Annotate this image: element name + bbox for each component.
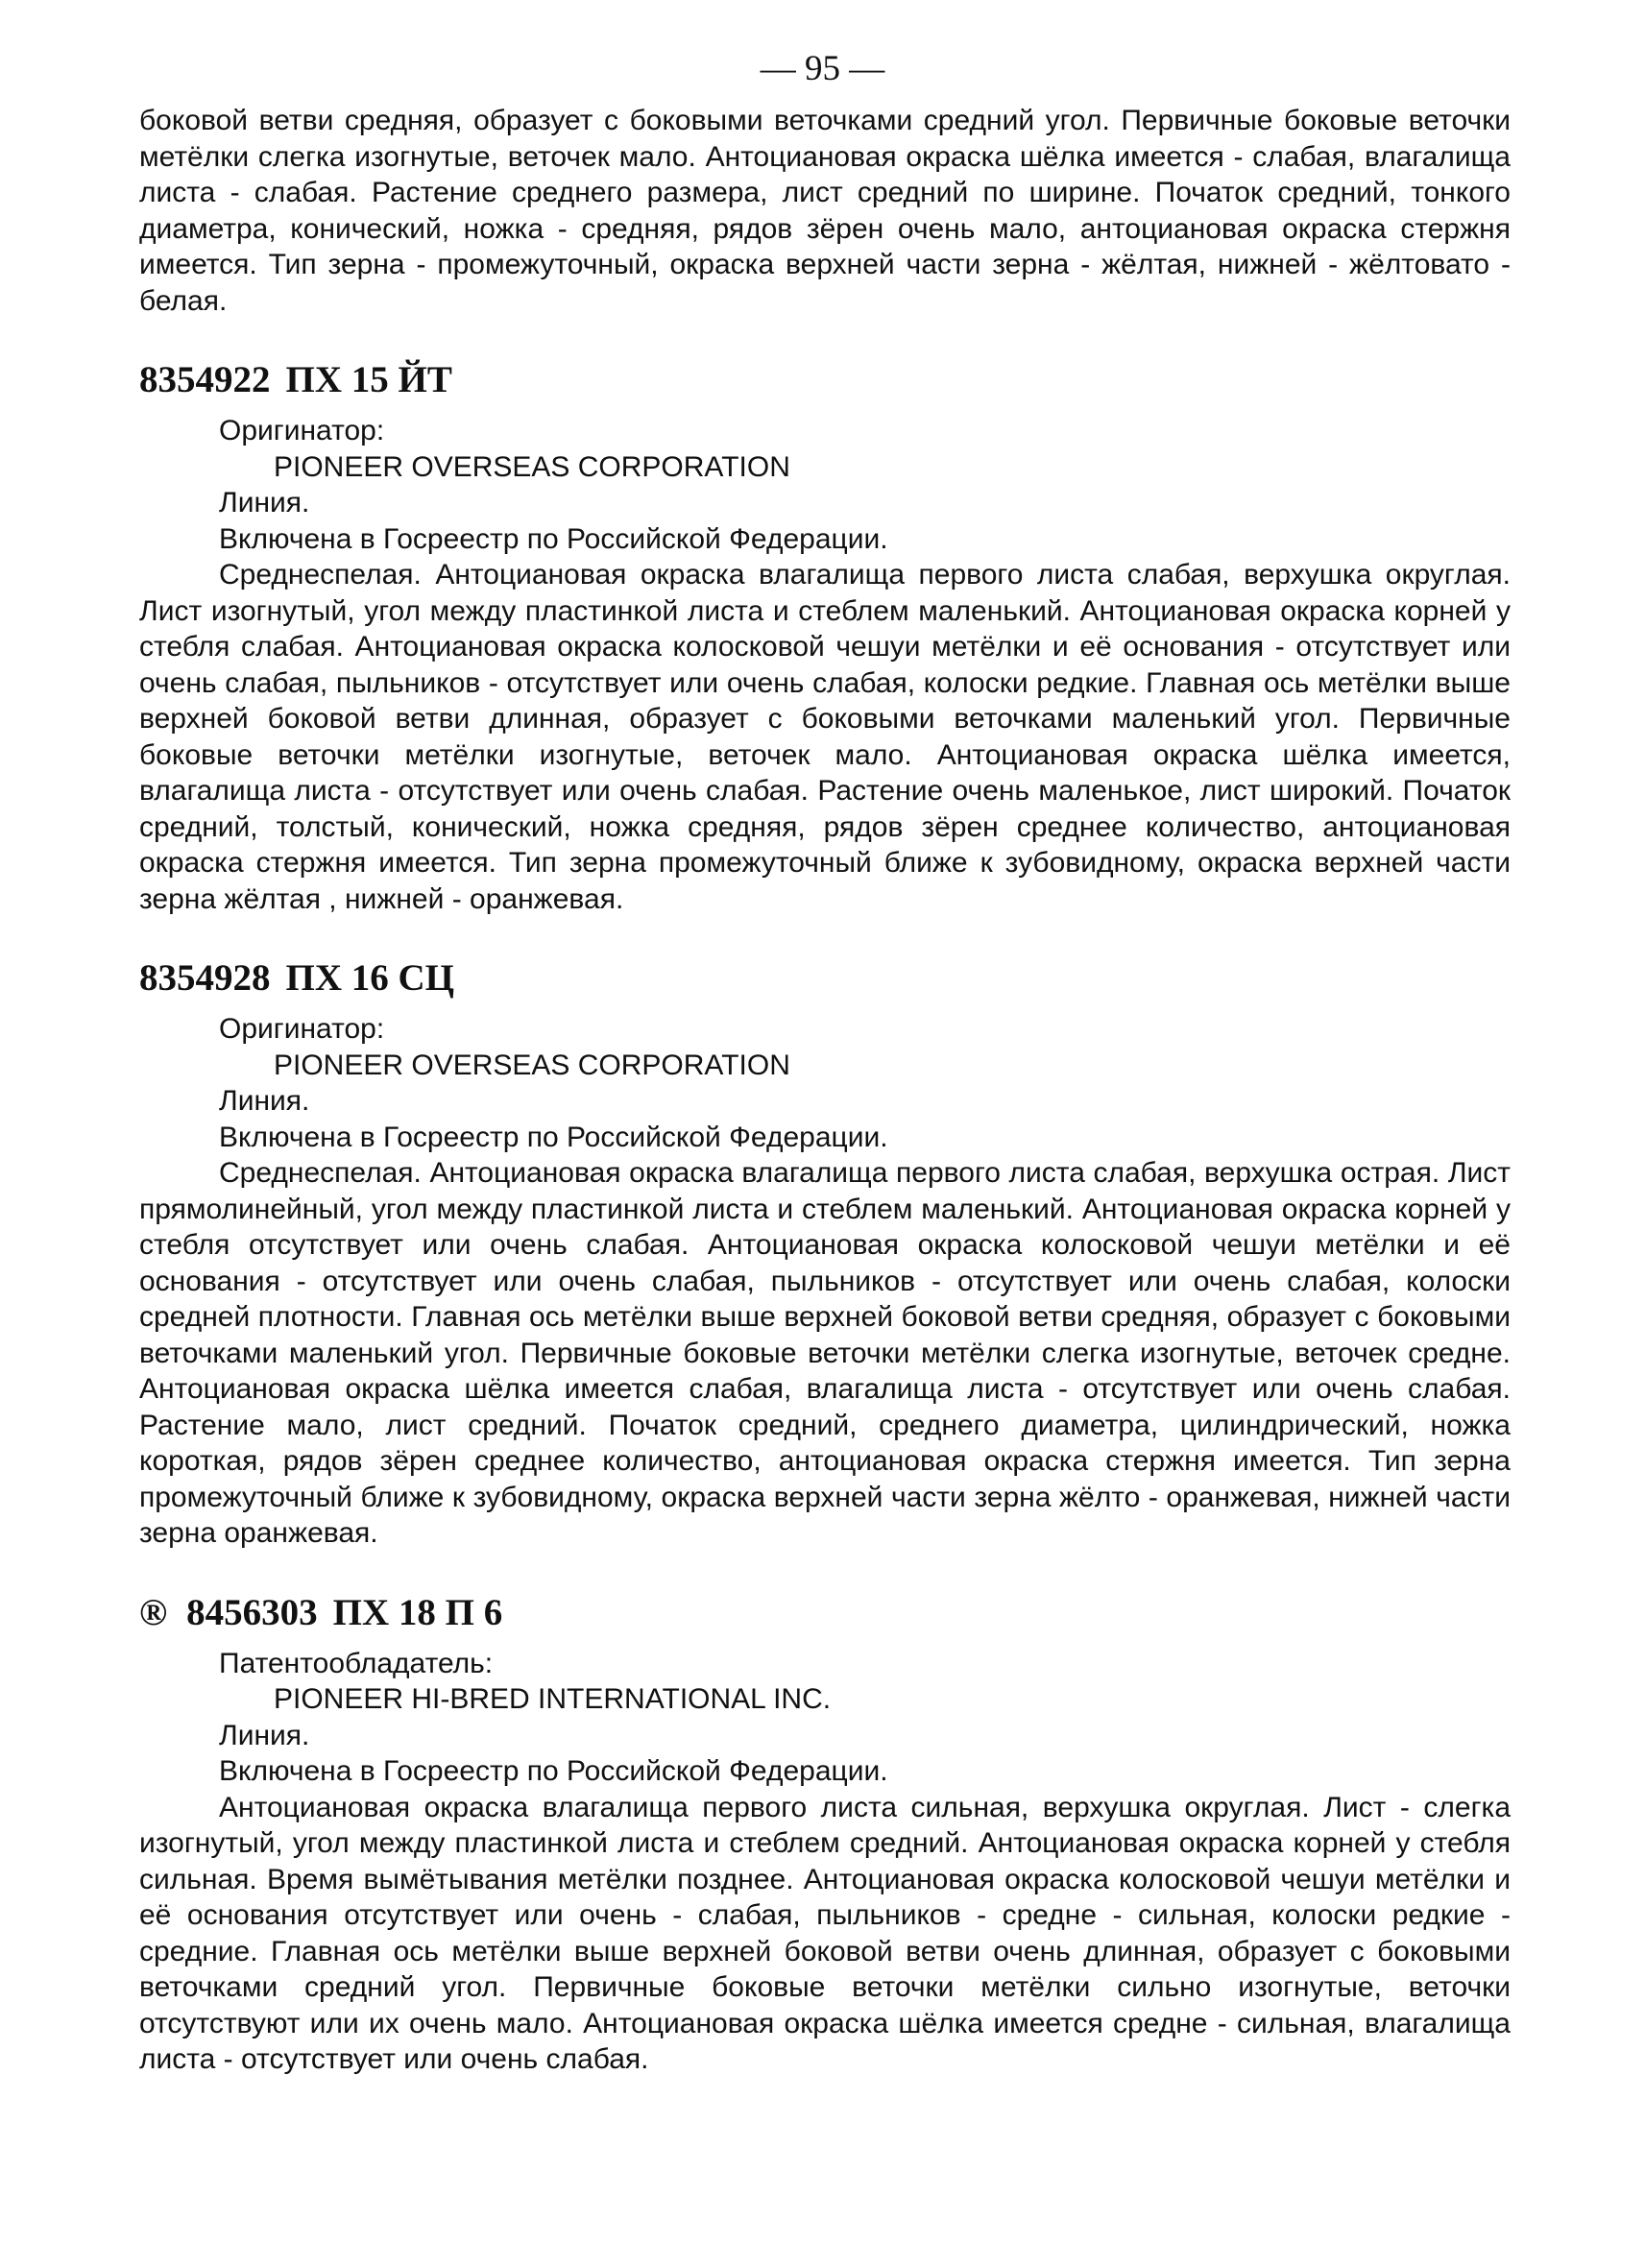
- registry-status: Включена в Госреестр по Российской Федерации.: [219, 1121, 888, 1153]
- variety-type: Линия.: [219, 1719, 310, 1751]
- entry-number: 8354928: [139, 957, 271, 999]
- entry-title: [139, 957, 1511, 1000]
- variety-type: Линия.: [219, 1085, 310, 1117]
- intro-paragraph: боковой ветви средняя, образует с боковыми веточками средний угол. Первичные боковые веточки метёлки слегка изогнутые, веточек мало. Антоциановая окраска шёлка имеется - слабая, влагалища листа - слабая. Растение среднего размера, лист средний по ширине. Початок средний, тонкого диаметра, конический, ножка - средняя, рядов зёрен очень мало, антоциановая окраска стержня имеется. Тип зерна - промежуточный, окраска верхней части зерна - жёлтая, нижней - жёлтовато - белая.: [139, 105, 1511, 317]
- variety-entry: [139, 359, 1511, 917]
- entry-number: 8354922: [139, 359, 271, 400]
- owner-label: Патентообладатель:: [219, 1647, 494, 1679]
- registry-status: Включена в Госреестр по Российской Федерации.: [219, 1755, 888, 1787]
- entry-name: ПХ 18 П 6: [332, 1591, 503, 1633]
- entry-title: [139, 359, 1511, 401]
- entry-name: ПХ 16 СЦ: [285, 957, 454, 999]
- entry-title: [139, 1592, 1511, 1634]
- entry-description: Среднеспелая. Антоциановая окраска влагалища первого листа слабая, верхушка острая. Лист прямолинейный, угол между пластинкой листа и стеблем маленький. Антоциановая окраска корней у стебля отсутствует или очень слабая. Антоциановая окраска колосковой чешуи метёлки и её основания - отсутствует или очень слабая, пыльников - отсутствует или очень слабая, колоски средней плотности. Главная ось метёлки выше верхней боковой ветви средняя, образует с боковыми веточками маленький угол. Первичные боковые веточки метёлки слегка изогнутые, веточек средне. Антоциановая окраска шёлка имеется слабая, влагалища листа - отсутствует или очень слабая. Растение мало, лист средний. Початок средний, среднего диаметра, цилиндрический, ножка короткая, рядов зёрен среднее количество, антоциановая окраска стержня имеется. Тип зерна промежуточный ближе к зубовидному, окраска верхней части зерна жёлто - оранжевая, нижней части зерна оранжевая.: [139, 1157, 1511, 1549]
- entry-description: Среднеспелая. Антоциановая окраска влагалища первого листа слабая, верхушка округлая. Лист изогнутый, угол между пластинкой листа и стеблем маленький. Антоциановая окраска корней у стебля слабая. Антоциановая окраска колосковой чешуи метёлки и её основания - отсутствует или очень слабая, пыльников - отсутствует или очень слабая, колоски редкие. Главная ось метёлки выше верхней боковой ветви длинная, образует с боковыми веточками маленький угол. Первичные боковые веточки метёлки изогнутые, веточек мало. Антоциановая окраска шёлка имеется, влагалища листа - отсутствует или очень слабая. Растение очень маленькое, лист широкий. Початок средний, толстый, конический, ножка средняя, рядов зёрен среднее количество, антоциановая окраска стержня имеется. Тип зерна промежуточный ближе к зубовидному, окраска верхней части зерна жёлтая , нижней - оранжевая.: [139, 559, 1511, 915]
- variety-entry: [139, 1592, 1511, 2078]
- entry-number: 8456303: [186, 1591, 318, 1633]
- variety-type: Линия.: [219, 487, 310, 519]
- entry-description: Антоциановая окраска влагалища первого листа сильная, верхушка округлая. Лист - слегка изогнутый, угол между пластинкой листа и стеблем средний. Антоциановая окраска корней у стебля сильная. Время вымётывания метёлки позднее. Антоциановая окраска колосковой чешуи метёлки и её основания отсутствует или очень - слабая, пыльников - средне - сильная, колоски редкие - средние. Главная ось метёлки выше верхней боковой ветви очень длинная, образует с боковыми веточками средний угол. Первичные боковые веточки метёлки сильно изогнутые, веточки отсутствуют или их очень мало. Антоциановая окраска шёлка имеется средне - сильная, влагалища листа - отсутствует или очень слабая.: [139, 1791, 1511, 2075]
- owner-name: PIONEER OVERSEAS CORPORATION: [274, 1049, 790, 1081]
- entry-name: ПХ 15 ЙТ: [285, 359, 452, 400]
- registered-mark: ®: [139, 1591, 168, 1633]
- page-content: [139, 103, 1511, 2078]
- owner-label: Оригинатор:: [219, 415, 385, 446]
- registry-status: Включена в Госреестр по Российской Федерации.: [219, 522, 888, 555]
- owner-name: PIONEER OVERSEAS CORPORATION: [274, 450, 790, 483]
- variety-entry: [139, 957, 1511, 1552]
- owner-name: PIONEER HI-BRED INTERNATIONAL INC.: [274, 1683, 832, 1715]
- owner-label: Оригинатор:: [219, 1013, 385, 1045]
- page-number: — 95 —: [760, 49, 885, 88]
